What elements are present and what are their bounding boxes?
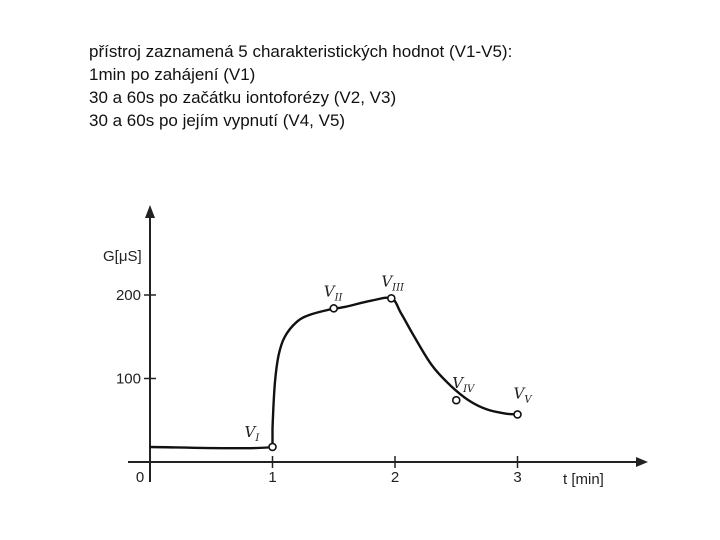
- points-layer: [245, 272, 534, 450]
- caption-line: přístroj zaznamená 5 charakteristických hodnot (V1-V5):: [89, 42, 513, 61]
- x-tick-label: 3: [513, 469, 522, 486]
- measurement-point-4: [453, 397, 460, 404]
- x-axis-label: t [min]: [563, 471, 604, 488]
- point-label-4: $V_{IV}$: [452, 374, 475, 396]
- measurement-point-1: [269, 443, 276, 450]
- curve-layer: [150, 298, 518, 449]
- y-axis-arrow: [145, 205, 155, 218]
- caption-line: 30 a 60s po začátku iontoforézy (V2, V3): [89, 88, 397, 107]
- y-tick-label: 200: [115, 287, 141, 304]
- y-axis-label: G[μS]: [103, 248, 142, 265]
- conductance-curve: [150, 298, 518, 449]
- x-axis-arrow: [636, 457, 648, 467]
- measurement-point-3: [388, 295, 395, 302]
- point-label-3: $V_{III}$: [381, 272, 405, 294]
- caption-line: 1min po zahájení (V1): [89, 65, 256, 84]
- x-tick-label: 2: [390, 469, 400, 486]
- x-tick-label: 1: [268, 469, 277, 486]
- point-label-1: $V_I$: [244, 422, 260, 444]
- caption-line: 30 a 60s po jejím vypnutí (V4, V5): [89, 111, 346, 130]
- measurement-point-2: [330, 305, 337, 312]
- y-tick-label: 100: [115, 370, 141, 388]
- axes: [116, 205, 648, 486]
- point-label-2: $V_{II}$: [323, 282, 343, 304]
- point-label-5: $V_V$: [513, 384, 532, 406]
- measurement-point-5: [514, 411, 521, 418]
- x-tick-label: 0: [135, 469, 145, 486]
